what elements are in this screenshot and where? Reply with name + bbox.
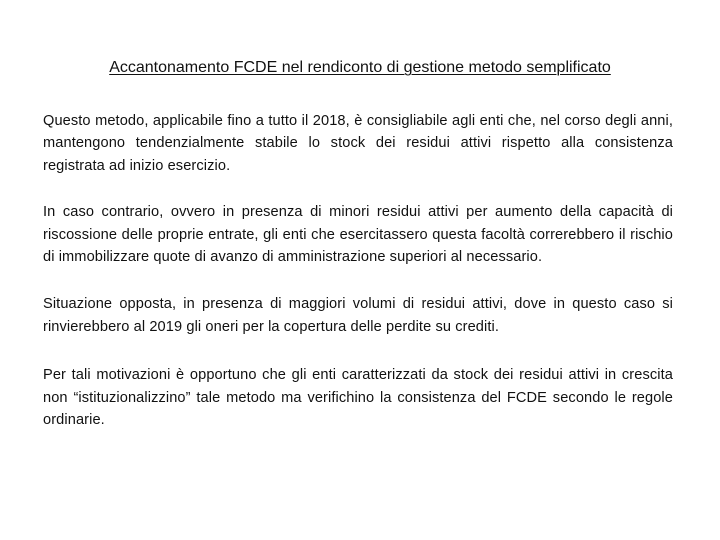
paragraph-4: Per tali motivazioni è opportuno che gli enti caratterizzati da stock dei residui attivi in crescita non “istituzionalizzino” tale metodo ma verifichino la consistenza del FCDE secondo le regole ordinarie.: [43, 367, 673, 429]
paragraph-3: Situazione opposta, in presenza di maggiori volumi di residui attivi, dove in questo caso si rinvierebbero al 2019 gli oneri per la copertura delle perdite su crediti.: [43, 296, 673, 335]
paragraph-1: Questo metodo, applicabile fino a tutto il 2018, è consigliabile agli enti che, nel corso degli anni, mantengono tendenzialmente stabile lo stock dei residui attivi rispetto alla consistenza registrata ad inizio esercizio.: [43, 113, 673, 174]
slide-body: [43, 110, 673, 455]
paragraph-2: In caso contrario, ovvero in presenza di minori residui attivi per aumento della capacità di riscossione delle proprie entrate, gli enti che esercitassero questa facoltà correrebbero il rischio di immobilizzare quote di avanzo di amministrazione superiori al necessario.: [43, 204, 673, 266]
slide-title: Accantonamento FCDE nel rendiconto di gestione metodo semplificato: [109, 59, 611, 76]
